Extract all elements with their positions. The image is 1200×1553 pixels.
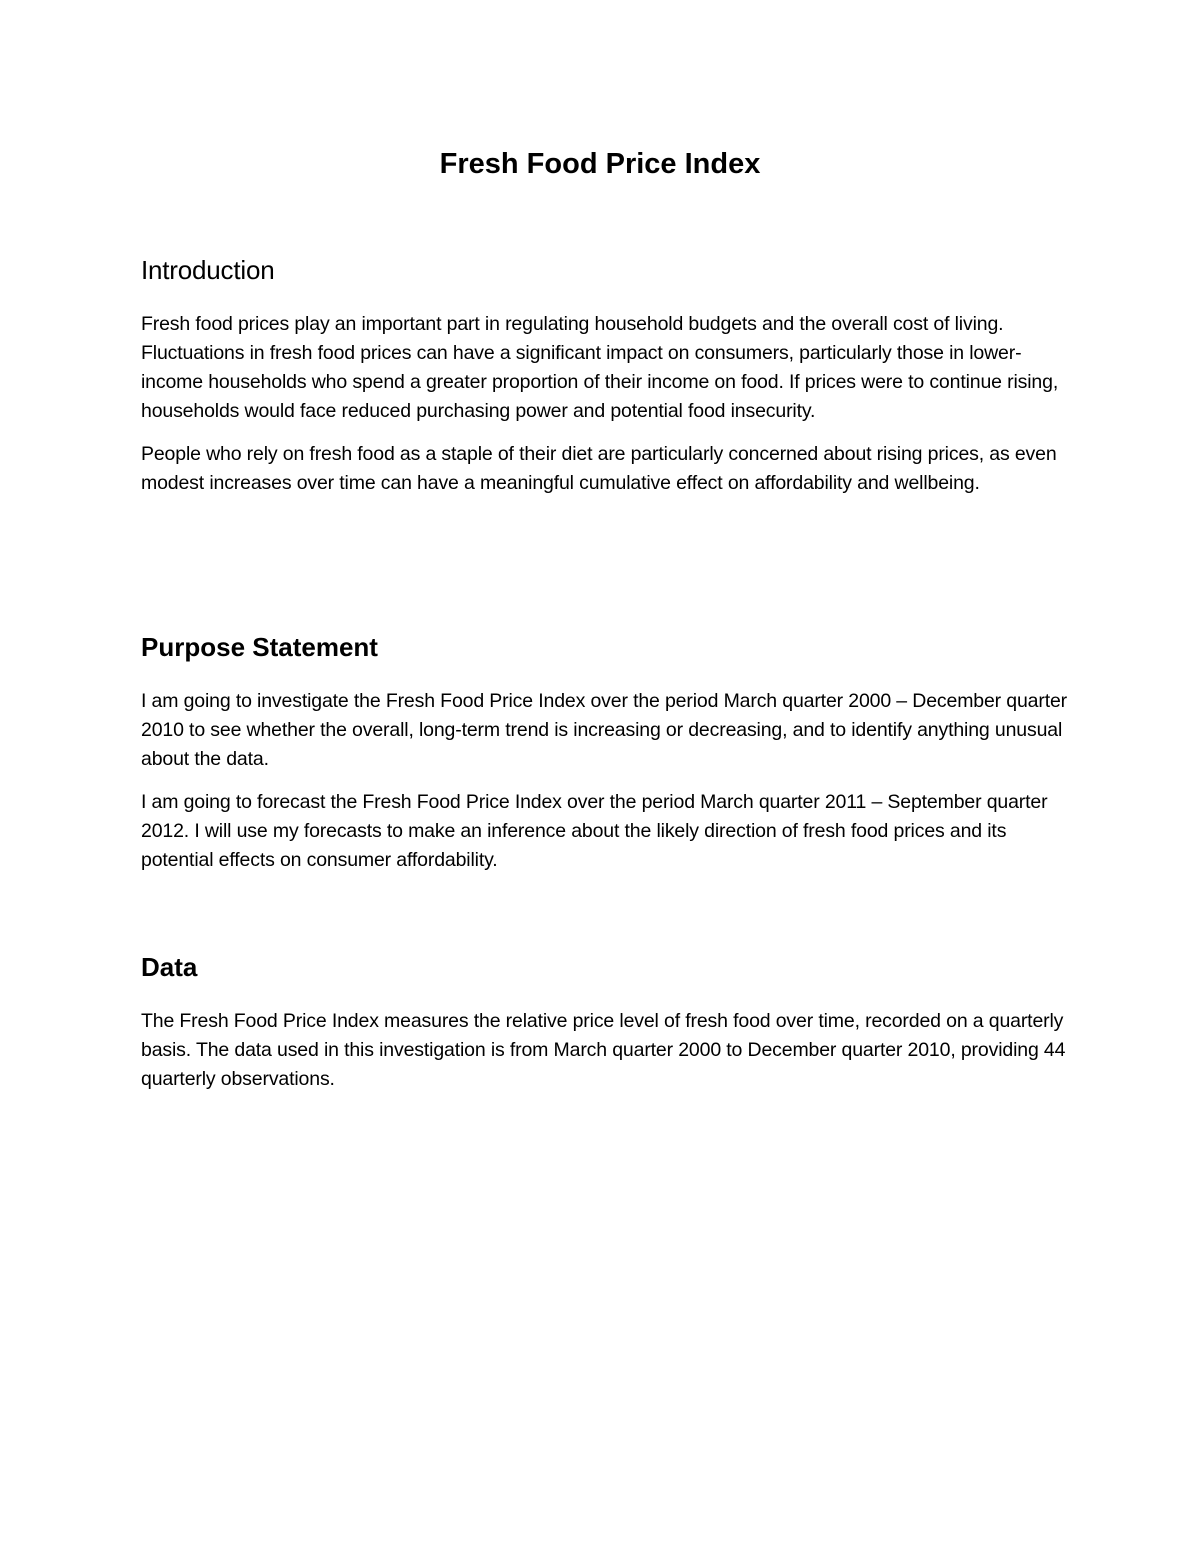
introduction-section: [141, 254, 1071, 498]
introduction-paragraph-2: People who rely on fresh food as a staple of their diet are particularly concerned about rising prices, as even modest increases over time can have a meaningful cumulative effect on affordability and wellbeing.: [141, 443, 1057, 494]
purpose-statement-heading: Purpose Statement: [141, 632, 378, 662]
document-title: Fresh Food Price Index: [439, 148, 761, 180]
data-section: [141, 951, 1071, 1094]
purpose-paragraph-1: I am going to investigate the Fresh Food Price Index over the period March quarter 2000 – December quarter 2010 to see whether the overall, long-term trend is increasing or decreasing, and to identify anything unusual about the data.: [141, 690, 1068, 770]
data-paragraph-1: The Fresh Food Price Index measures the relative price level of fresh food over time, recorded on a quarterly basis. The data used in this investigation is from March quarter 2000 to December quarter 2010, providing 44 quarterly observations.: [141, 1010, 1066, 1090]
purpose-paragraph-2: I am going to forecast the Fresh Food Price Index over the period March quarter 2011 – September quarter 2012. I will use my forecasts to make an inference about the likely direction of fresh food prices and its potential effects on consumer affordability.: [141, 791, 1048, 871]
introduction-heading: Introduction: [141, 255, 275, 285]
introduction-paragraph-1: Fresh food prices play an important part in regulating household budgets and the overall cost of living. Fluctuations in fresh food prices can have a significant impact on consumers, particularly those in lower-income households who spend a greater proportion of their income on food. If prices were to continue rising, households would face reduced purchasing power and potential food insecurity.: [141, 313, 1059, 422]
data-heading: Data: [141, 952, 198, 982]
purpose-statement-section: [141, 631, 1071, 875]
